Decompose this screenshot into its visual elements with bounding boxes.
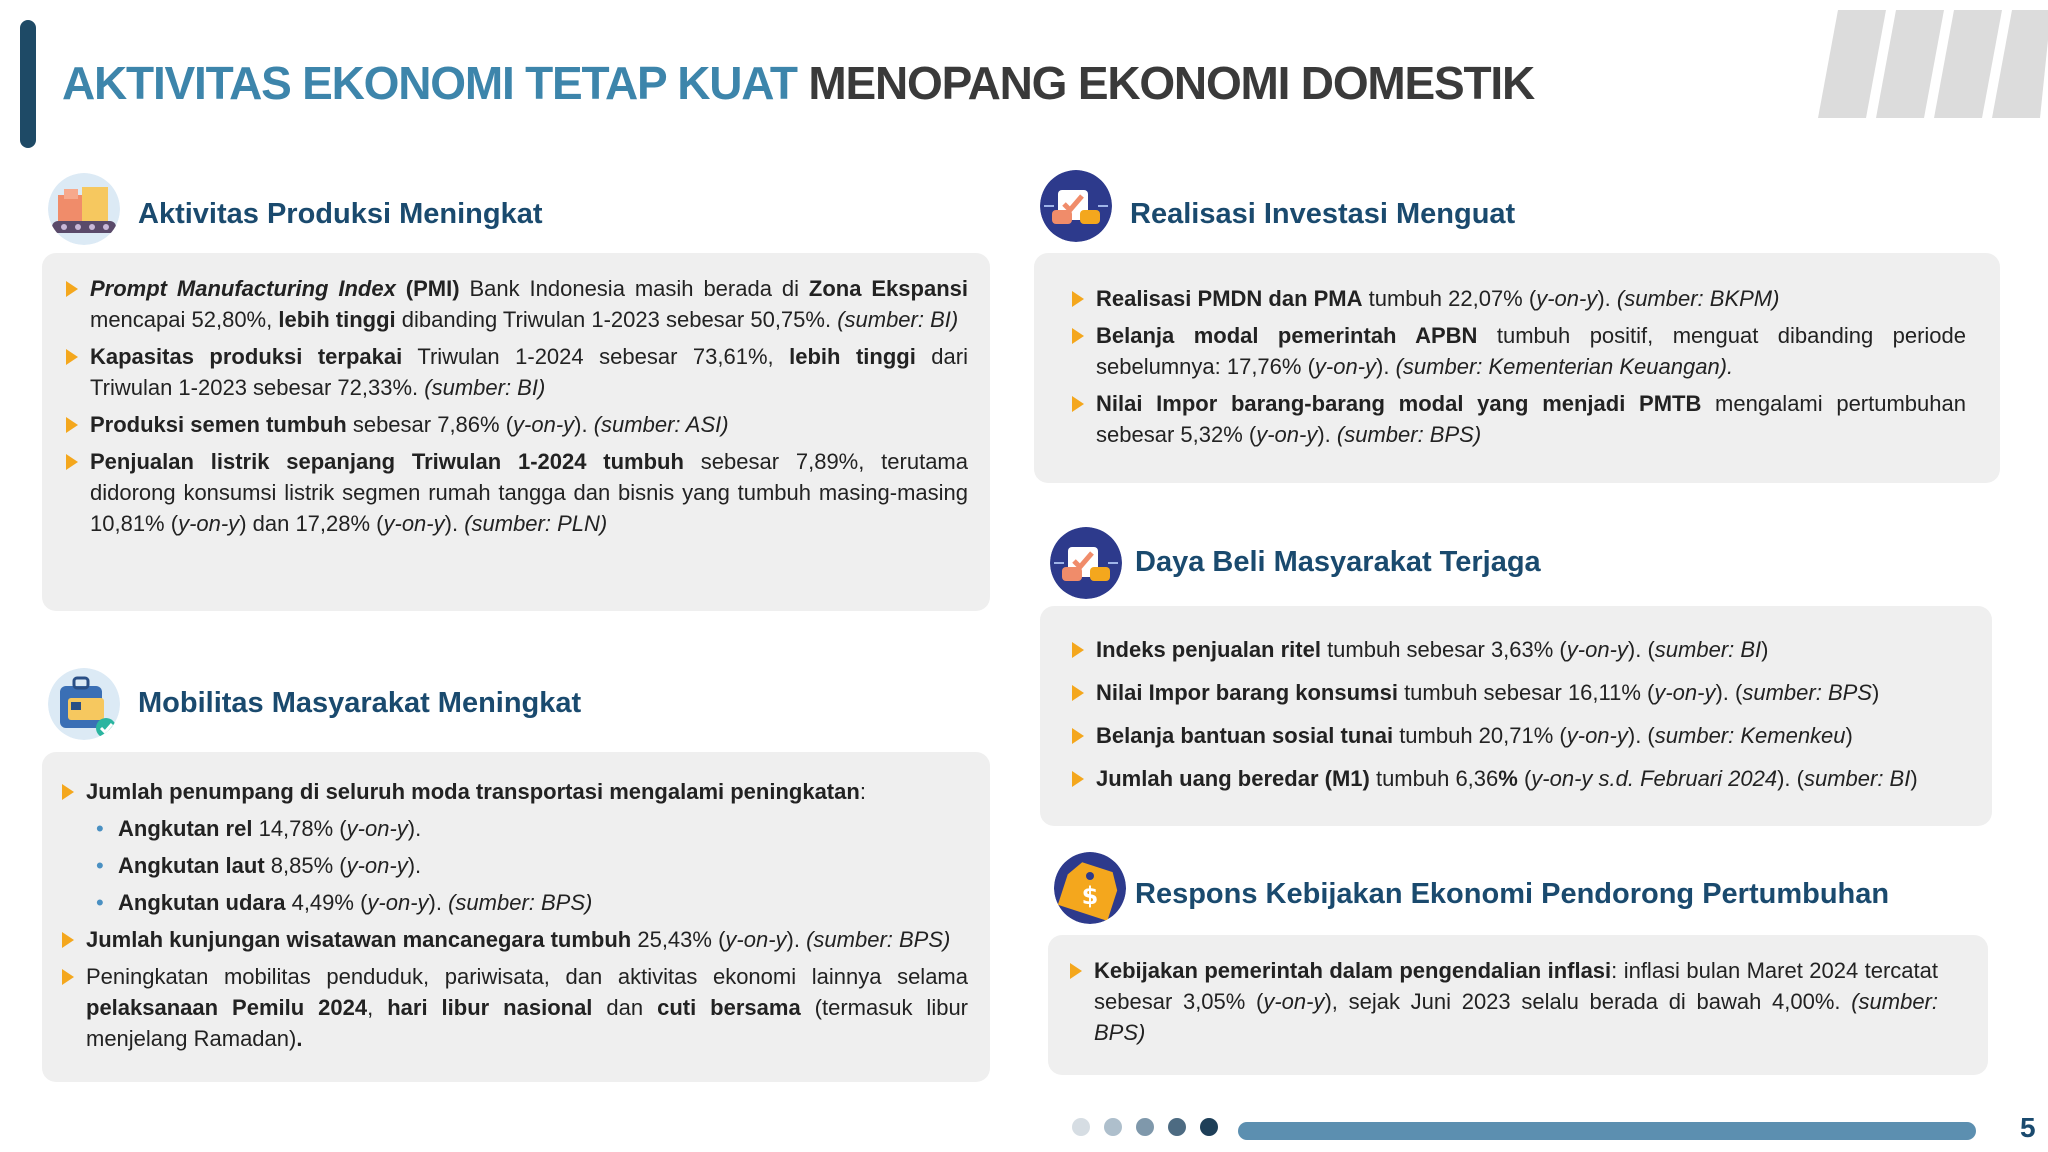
logo-icon bbox=[1808, 0, 2048, 120]
bullet-text-run: tumbuh 20,71% ( bbox=[1393, 723, 1567, 748]
investment-handshake-icon bbox=[1040, 170, 1112, 242]
bullet-text-run: ). bbox=[1317, 422, 1337, 447]
bullet-text-run: ). ( bbox=[1715, 680, 1743, 705]
bullet-text-run: pelaksanaan Pemilu 2024 bbox=[86, 995, 368, 1020]
bullet-item bbox=[1070, 388, 1966, 450]
bullet-text-run: (PMI) bbox=[395, 276, 470, 301]
bullet-text-run: (sumber: BKPM) bbox=[1616, 286, 1780, 311]
bullet-text-run: , bbox=[367, 995, 388, 1020]
bullet-text-run: dibanding Triwulan 1-2023 sebesar 50,75%. bbox=[395, 307, 838, 332]
panel-investasi bbox=[1034, 253, 2000, 483]
bullet-item bbox=[1070, 677, 1962, 708]
bullet-text-run: (sumber: BI) bbox=[424, 375, 546, 400]
bullet-text-run: sumber: Kemenkeu bbox=[1654, 723, 1846, 748]
bullet-text-run: ). ( bbox=[1627, 637, 1655, 662]
bullet-text-run: Nilai Impor barang-barang modal yang menjadi PMTB bbox=[1096, 391, 1702, 416]
bullet-text-run: y-on-y bbox=[1314, 354, 1377, 379]
bullet-text-run: tumbuh 6,36 bbox=[1369, 766, 1499, 791]
bullet-text-run: ). bbox=[1597, 286, 1617, 311]
page-title-highlight: AKTIVITAS EKONOMI TETAP KUAT bbox=[62, 57, 797, 109]
bullet-text-run: sumber: BPS bbox=[1742, 680, 1872, 705]
bullet-text-run: (sumber: BPS) bbox=[1094, 989, 1938, 1045]
progress-dot bbox=[1104, 1118, 1122, 1136]
bullet-text-run: (sumber: BPS) bbox=[1336, 422, 1482, 447]
bullet-text-run: ), sejak Juni 2023 selalu berada di bawah 4,00%. bbox=[1324, 989, 1852, 1014]
bullet-text-run: (sumber: Kementerian Keuangan). bbox=[1395, 354, 1734, 379]
bullet-text-run: ). ( bbox=[1777, 766, 1804, 791]
panel-dayabeli bbox=[1040, 606, 1992, 826]
bullet-text-run: . bbox=[296, 1026, 303, 1051]
bullet-text-run: y-on-y bbox=[513, 412, 575, 437]
bullet-item bbox=[64, 446, 968, 539]
panel-mobilitas bbox=[42, 752, 990, 1082]
title-accent-bar bbox=[20, 20, 36, 148]
bullet-text-run: y-on-y bbox=[725, 927, 787, 952]
bullet-item bbox=[64, 341, 968, 403]
page-title bbox=[62, 56, 1534, 110]
bullet-text-run: cuti bersama bbox=[657, 995, 801, 1020]
panel-produksi bbox=[42, 253, 990, 611]
bullet-text-run: mencapai 52,80%, bbox=[90, 307, 279, 332]
bullet-item bbox=[64, 409, 968, 440]
bullet-text-run: ). bbox=[1376, 354, 1396, 379]
bullet-item bbox=[1068, 955, 1938, 1048]
bullet-text-run: Angkutan rel bbox=[118, 816, 253, 841]
bullet-text-run: Angkutan udara bbox=[118, 890, 286, 915]
bullet-item bbox=[1070, 320, 1966, 382]
bullet-item bbox=[60, 961, 968, 1054]
bullet-text-run: ( bbox=[1517, 766, 1532, 791]
bullet-text-run: y-on-y bbox=[1536, 286, 1598, 311]
sub-bullet-item bbox=[60, 813, 968, 844]
bullet-text-run: sumber: BI bbox=[1803, 766, 1911, 791]
bullet-item bbox=[60, 924, 968, 955]
sub-bullet-item bbox=[60, 850, 968, 881]
bullet-text-run: ) bbox=[1871, 680, 1880, 705]
bullet-text-run: (sumber: BPS) bbox=[448, 890, 593, 915]
bullet-text-run: ) dan 17,28% ( bbox=[239, 511, 384, 536]
bullet-text-run: y-on-y bbox=[1566, 723, 1628, 748]
bullet-text-run: hari libur nasional bbox=[387, 995, 593, 1020]
bullet-text-run: dan bbox=[592, 995, 658, 1020]
bullet-text-run: Belanja bantuan sosial tunai bbox=[1096, 723, 1394, 748]
bullet-text-run: Realisasi PMDN dan PMA bbox=[1096, 286, 1363, 311]
bullet-text-run: Jumlah kunjungan wisatawan mancanegara tumbuh bbox=[86, 927, 632, 952]
bullet-text-run: lebih tinggi bbox=[278, 307, 396, 332]
bullet-text-run: ). bbox=[444, 511, 465, 536]
bullet-text-run: y-on-y bbox=[1654, 680, 1716, 705]
factory-icon bbox=[48, 173, 120, 245]
bullet-text-run: ) bbox=[1761, 637, 1769, 662]
section-title-dayabeli: Daya Beli Masyarakat Terjaga bbox=[1135, 546, 1541, 578]
bullet-text-run: (sumber: BI) bbox=[837, 307, 959, 332]
progress-dot bbox=[1136, 1118, 1154, 1136]
bullet-text-run: y-on-y bbox=[1566, 637, 1628, 662]
bullet-text-run: Nilai Impor barang konsumsi bbox=[1096, 680, 1398, 705]
bullet-text-run: Produksi semen tumbuh bbox=[90, 412, 347, 437]
bullet-item bbox=[1070, 720, 1962, 751]
bullet-text-run: ). bbox=[428, 890, 449, 915]
bullet-text-run: Triwulan 1-2024 sebesar 73,61%, bbox=[402, 344, 790, 369]
bullet-text-run: Prompt Manufacturing Index bbox=[90, 276, 396, 301]
travel-luggage-icon bbox=[48, 668, 120, 740]
bullet-text-run: y-on-y bbox=[383, 511, 445, 536]
bullet-text-run: y-on-y bbox=[1256, 422, 1318, 447]
panel-kebijakan bbox=[1048, 935, 1988, 1075]
bullet-text-run: Bank Indonesia masih berada di bbox=[469, 276, 809, 301]
bullet-text-run: Peningkatan mobilitas penduduk, pariwisata, dan aktivitas ekonomi lainnya selama bbox=[86, 964, 968, 989]
bullet-text-run: lebih tinggi bbox=[789, 344, 916, 369]
bullet-text-run: y-on-y bbox=[1263, 989, 1325, 1014]
page-title-rest: MENOPANG EKONOMI DOMESTIK bbox=[808, 57, 1534, 109]
bullet-text-run: % bbox=[1498, 766, 1518, 791]
bullet-text-run: ) bbox=[1845, 723, 1853, 748]
bullet-text-run: tumbuh sebesar 3,63% ( bbox=[1320, 637, 1567, 662]
bullet-text-run: sumber: BI bbox=[1654, 637, 1762, 662]
bullet-text-run: sebesar 7,89%, terutama didorong konsumsi listrik segmen rumah tangga dan bisnis yang tumbuh masing-masing 10,81% ( bbox=[90, 449, 968, 536]
bullet-text-run: ). bbox=[407, 853, 422, 878]
bullet-item bbox=[64, 273, 968, 335]
section-title-kebijakan: Respons Kebijakan Ekonomi Pendorong Pertumbuhan bbox=[1135, 878, 1890, 910]
bullet-text-run: Jumlah uang beredar (M1) bbox=[1096, 766, 1370, 791]
bullet-text-run: 25,43% ( bbox=[631, 927, 726, 952]
bullet-text-run: ) bbox=[1910, 766, 1918, 791]
svg-text:$: $ bbox=[1081, 882, 1099, 910]
bullet-text-run: Kapasitas produksi terpakai bbox=[90, 344, 403, 369]
bullet-text-run: : bbox=[859, 779, 866, 804]
section-title-investasi: Realisasi Investasi Menguat bbox=[1130, 198, 1516, 230]
section-title-mobilitas: Mobilitas Masyarakat Meningkat bbox=[138, 687, 582, 719]
bullet-text-run: Penjualan listrik sepanjang Triwulan 1-2024 tumbuh bbox=[90, 449, 684, 474]
bullet-text-run: (termasuk libur menjelang Ramadan) bbox=[86, 995, 969, 1051]
bullet-text-run: 8,85% ( bbox=[264, 853, 347, 878]
bullet-text-run: y-on-y s.d. Februari 2024 bbox=[1531, 766, 1778, 791]
bullet-text-run: Indeks penjualan ritel bbox=[1096, 637, 1321, 662]
bullet-text-run: (sumber: BPS) bbox=[806, 927, 951, 952]
bullet-text-run: Zona Ekspansi bbox=[808, 276, 968, 301]
page-number: 5 bbox=[2020, 1112, 2036, 1143]
bullet-text-run: y-on-y bbox=[367, 890, 429, 915]
footer-progress-bar bbox=[1238, 1122, 1976, 1140]
bullet-text-run: Kebijakan pemerintah dalam pengendalian inflasi bbox=[1094, 958, 1612, 983]
bullet-text-run: mengalami pertumbuhan sebesar 5,32% ( bbox=[1096, 391, 1966, 447]
bullet-text-run: y-on-y bbox=[346, 853, 408, 878]
bullet-text-run: (sumber: ASI) bbox=[593, 412, 729, 437]
section-title-produksi: Aktivitas Produksi Meningkat bbox=[138, 198, 543, 230]
bullet-item bbox=[1070, 283, 1966, 314]
bullet-text-run: Jumlah penumpang di seluruh moda transportasi mengalami peningkatan bbox=[86, 779, 860, 804]
bullet-item bbox=[1070, 634, 1962, 665]
bullet-item bbox=[1070, 763, 1962, 794]
bullet-text-run: (sumber: PLN) bbox=[464, 511, 608, 536]
bullet-text-run: y-on-y bbox=[346, 816, 408, 841]
bullet-text-run: Belanja modal pemerintah APBN bbox=[1096, 323, 1478, 348]
sub-bullet-item bbox=[60, 887, 968, 918]
bullet-text-run: 14,78% ( bbox=[252, 816, 347, 841]
bullet-text-run: : inflasi bulan Maret 2024 tercatat sebesar 3,05% ( bbox=[1094, 958, 1938, 1014]
bullet-text-run: tumbuh sebesar 16,11% ( bbox=[1397, 680, 1655, 705]
bullet-item bbox=[60, 776, 968, 807]
bullet-text-run: 4,49% ( bbox=[285, 890, 368, 915]
bullet-text-run: ). bbox=[574, 412, 594, 437]
bullet-text-run: tumbuh 22,07% ( bbox=[1362, 286, 1537, 311]
progress-dot bbox=[1200, 1118, 1218, 1136]
bullet-text-run: y-on-y bbox=[178, 511, 240, 536]
bullet-text-run: dari Triwulan 1-2023 sebesar 72,33%. bbox=[90, 344, 968, 400]
bullet-text-run: ). ( bbox=[1627, 723, 1655, 748]
progress-dot bbox=[1168, 1118, 1186, 1136]
bullet-text-run: tumbuh positif, menguat dibanding periode sebelumnya: 17,76% ( bbox=[1096, 323, 1967, 379]
bullet-text-run: Angkutan laut bbox=[118, 853, 265, 878]
purchasing-power-icon bbox=[1050, 527, 1122, 599]
price-tag-icon bbox=[1054, 852, 1126, 924]
progress-dot bbox=[1072, 1118, 1090, 1136]
bullet-text-run: sebesar 7,86% ( bbox=[346, 412, 514, 437]
bullet-text-run: ). bbox=[786, 927, 807, 952]
bullet-text-run: ). bbox=[407, 816, 422, 841]
